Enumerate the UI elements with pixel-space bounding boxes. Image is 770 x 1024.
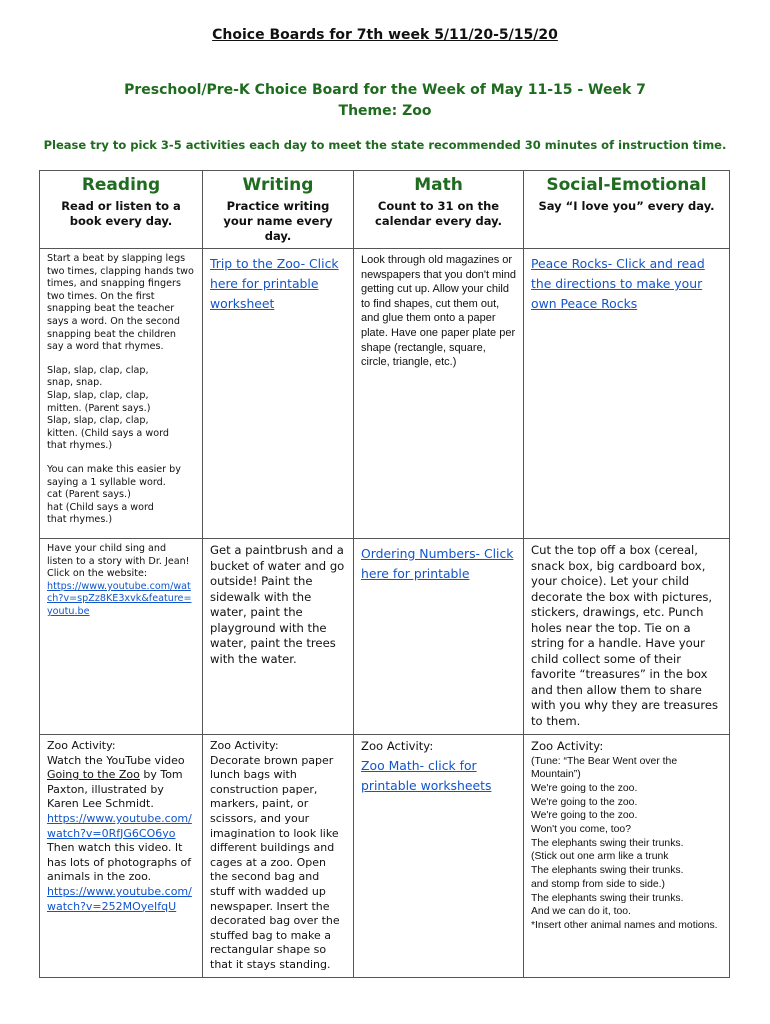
row2-writing-cell xyxy=(203,539,354,735)
going-to-zoo-video-link[interactable]: https://www.youtube.com/watch?v=0RfJG6CO6yo xyxy=(47,811,192,840)
row2-reading-text: Have your child sing and listen to a story with Dr. Jean! Click on the website: xyxy=(47,543,190,580)
row3-writing-cell xyxy=(203,735,354,978)
header-math-title: Math xyxy=(414,175,463,195)
row2-math-cell xyxy=(354,539,524,735)
row1-math-shapes-text: Look through old magazines or newspapers that you don't mind getting cut up. Allow your child to find shapes, cut them out, and glue them onto a paper plate. Have one paper plate per shape (rectangle, square, circle, triangle, etc.) xyxy=(361,254,516,369)
board-heading: Preschool/Pre-K Choice Board for the Week of May 11-15 - Week 7 xyxy=(124,82,646,98)
row3-reading-cell xyxy=(40,735,203,978)
row1-reading-rhyme-intro: Start a beat by slapping legs two times, clapping hands two times, and snapping fingers two times. On the first snapping beat the teacher says a word. On the second snapping beat the children say a word that rhymes. xyxy=(47,253,194,353)
board-subtitle xyxy=(0,80,770,122)
header-writing-title: Writing xyxy=(242,175,314,195)
row1-social-cell xyxy=(524,249,730,539)
row3-reading-label: Zoo Activity: xyxy=(47,739,116,752)
row1-writing-cell xyxy=(203,249,354,539)
row3-reading-post: by Tom Paxton, illustrated by Karen Lee Schmidt. xyxy=(47,768,183,811)
row2-social-cell xyxy=(524,539,730,735)
activity-row-1 xyxy=(40,249,730,539)
row3-math-cell xyxy=(354,735,524,978)
ordering-numbers-link[interactable]: Ordering Numbers- Click here for printable xyxy=(361,546,514,581)
header-social xyxy=(524,171,730,249)
row3-social-label: Zoo Activity: xyxy=(531,739,604,753)
header-reading xyxy=(40,171,203,249)
zoo-math-worksheets-link[interactable]: Zoo Math- click for printable worksheets xyxy=(361,757,492,793)
row1-reading-rhyme-easier: You can make this easier by saying a 1 syllable word. cat (Parent says.) hat (Child says a word that rhymes.) xyxy=(47,463,181,526)
row3-writing-text: Decorate brown paper lunch bags with construction paper, markers, paint, or scissors, and your imagination to look like different buildings and cages at a zoo. Open the second bag and stuff with wadded up newspaper. Insert the decorated bag over the stuffed bag to make a rectangular shape so that it stays standing. xyxy=(210,753,340,971)
dr-jean-video-link[interactable]: https://www.youtube.com/watch?v=spZz8KE3xvk&feature=youtu.be xyxy=(47,580,192,617)
row3-reading-text xyxy=(47,754,195,812)
header-row xyxy=(40,171,730,249)
header-social-title: Social-Emotional xyxy=(546,175,707,195)
row2-social-text: Cut the top off a box (cereal, snack box, big cardboard box, your choice). Let your child decorate the box with pictures, stickers, drawings, etc. Punch holes near the top. Tie on a string for a handle. Have your child collect some of their favorite “treasures” in the box and then allow them to share with you why they are treasures to them. xyxy=(531,543,719,728)
header-reading-title: Reading xyxy=(81,175,161,195)
row3-math-label: Zoo Activity: xyxy=(361,739,434,753)
page-title: Choice Boards for 7th week 5/11/20-5/15/20 xyxy=(212,27,558,43)
zoo-photos-video-link[interactable]: https://www.youtube.com/watch?v=252MOyeIfqU xyxy=(47,884,192,913)
row3-writing-label: Zoo Activity: xyxy=(210,739,279,752)
activity-row-3 xyxy=(40,735,730,978)
header-math-sub: Count to 31 on the calendar every day. xyxy=(375,199,502,228)
header-writing xyxy=(203,171,354,249)
peace-rocks-link[interactable]: Peace Rocks- Click and read the directions to make your own Peace Rocks xyxy=(531,256,705,311)
instruction-text: Please try to pick 3-5 activities each day to meet the state recommended 30 minutes of instruction time. xyxy=(43,138,727,152)
row2-reading-cell xyxy=(40,539,203,735)
board-theme: Theme: Zoo xyxy=(338,103,432,119)
row3-reading-pre: Watch the YouTube video xyxy=(47,753,185,767)
row1-reading-cell xyxy=(40,249,203,539)
trip-to-zoo-worksheet-link[interactable]: Trip to the Zoo- Click here for printable worksheet xyxy=(210,256,339,311)
row3-reading-book-title: Going to the Zoo xyxy=(47,768,140,782)
row2-writing-text: Get a paintbrush and a bucket of water and go outside! Paint the sidewalk with the water, paint the playground with the water, paint the trees with the water. xyxy=(210,543,345,666)
activity-row-2 xyxy=(40,539,730,735)
row3-social-cell xyxy=(524,735,730,978)
row3-reading-mid: Then watch this video. It has lots of photographs of animals in the zoo. xyxy=(47,841,192,884)
header-writing-sub: Practice writing your name every day. xyxy=(223,199,333,243)
row1-math-cell xyxy=(354,249,524,539)
header-social-sub: Say “I love you” every day. xyxy=(538,199,715,213)
choice-board-table xyxy=(39,170,730,978)
header-math xyxy=(354,171,524,249)
row3-social-song: (Tune: “The Bear Went over the Mountain”) We're going to the zoo. We're going to the zoo. We're going to the zoo. Won't you come, too? The elephants swing their trunks. (Stick out one arm like a trunk The elephants swing their trunks. and stomp from side to side.) The elephants swing their trunks. And we can do it, too. *Insert other animal names and motions. xyxy=(531,755,718,931)
header-reading-sub: Read or listen to a book every day. xyxy=(61,199,181,228)
row1-reading-rhyme-chant: Slap, slap, clap, clap, snap, snap. Slap, slap, clap, clap, mitten. (Parent says.) Slap, slap, clap, clap, kitten. (Child says a word that rhymes.) xyxy=(47,364,169,452)
